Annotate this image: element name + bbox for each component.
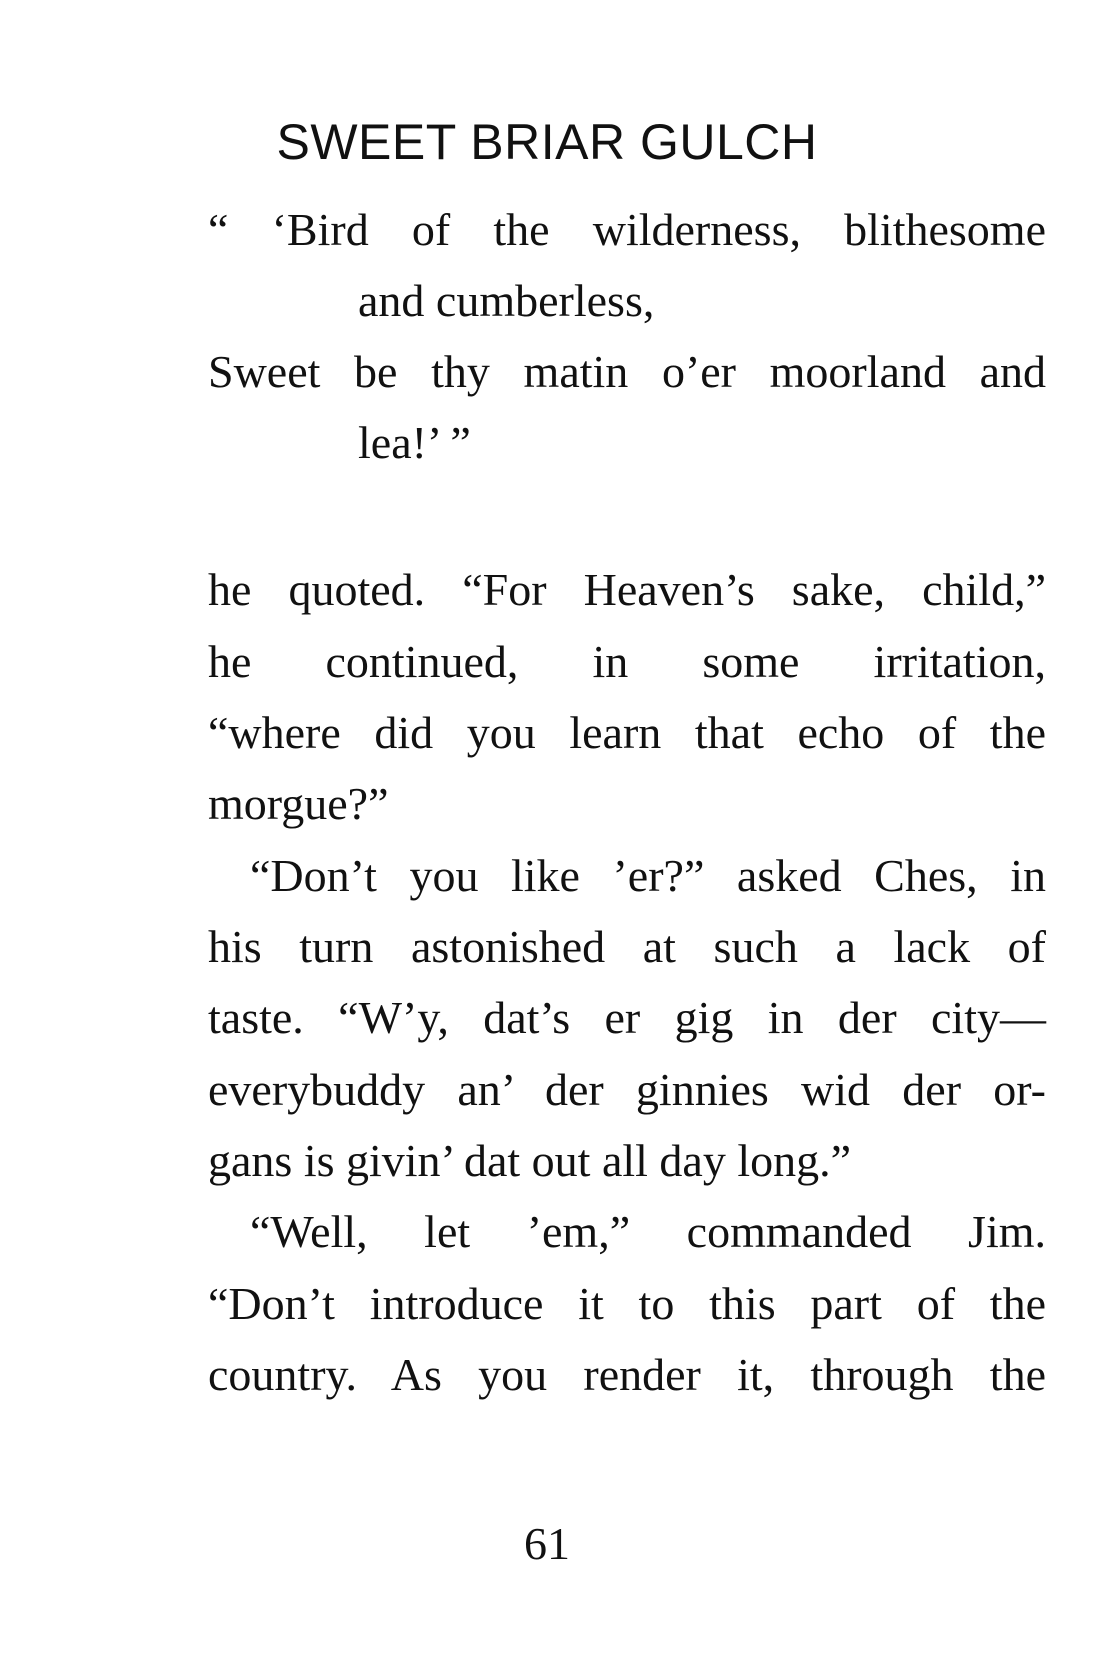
verse-line: and cumberless, [358,275,655,326]
body-line: gans is givin’ dat out all day long.” [208,1135,852,1186]
body-line: “where did you learn that echo of the [208,707,1046,758]
body-line: he quoted. “For Heaven’s sake, child,” [208,564,1046,615]
body-line: “Well, let ’em,” commanded Jim. [250,1206,1046,1257]
running-head: SWEET BRIAR GULCH [276,114,818,170]
body-line: taste. “W’y, dat’s er gig in der city— [208,992,1046,1043]
verse-line: “ ‘Bird of the wilderness, blithesome [208,204,1046,255]
body-line: country. As you render it, through the [208,1349,1046,1400]
body-line: he continued, in some irritation, [208,636,1046,687]
body-line: morgue?” [208,778,389,829]
verse-line: Sweet be thy matin o’er moorland and [208,346,1046,397]
page-number: 61 [524,1518,570,1569]
body-line: his turn astonished at such a lack of [208,921,1046,972]
verse-line: lea!’ ” [358,417,471,468]
body-line: “Don’t introduce it to this part of the [208,1278,1046,1329]
body-line: everybuddy an’ der ginnies wid der or- [208,1064,1046,1115]
body-line: “Don’t you like ’er?” asked Ches, in [250,850,1046,901]
